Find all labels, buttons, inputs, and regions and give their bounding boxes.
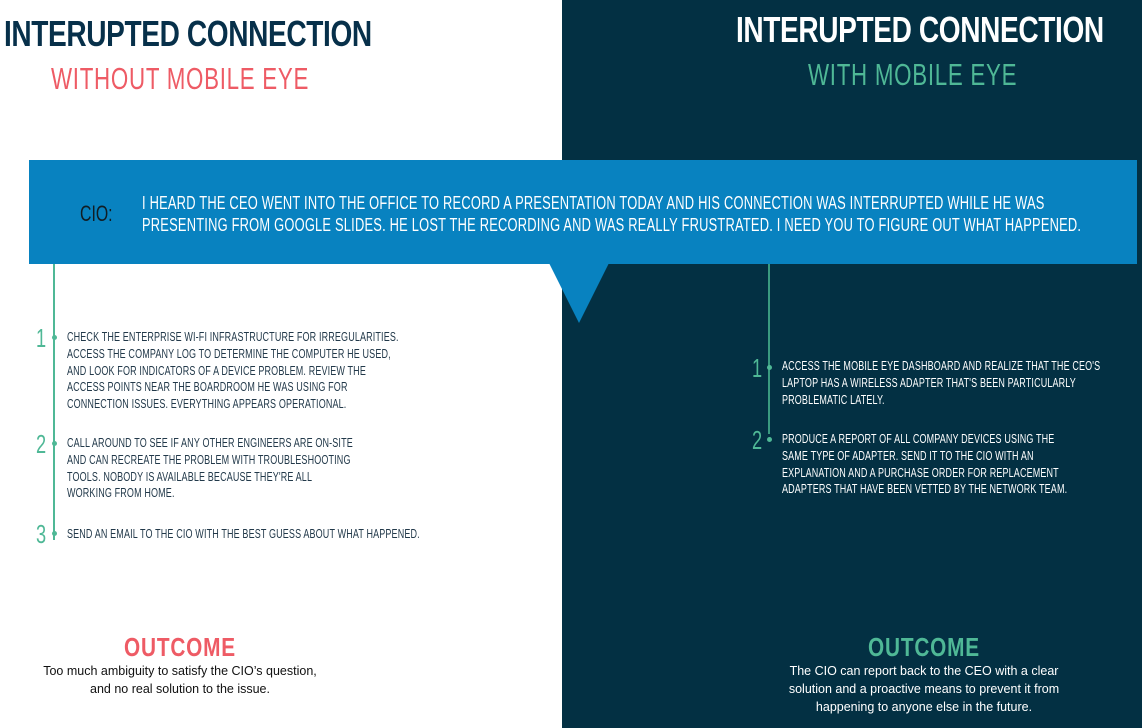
cio-quote: I HEARD THE CEO WENT INTO THE OFFICE TO RECORD A PRESENTATION TODAY AND HIS CONNECTION WAS INTERRUPTED WHILE HE WAS PRESENTING FROM GOOGLE SLIDES. HE LOST THE RECORDING AND WAS REALLY FRUSTRATED. I NEED YOU TO FIGURE OUT WHAT HAPPENED. — [142, 193, 1082, 235]
left-outcome-heading: OUTCOME — [124, 632, 236, 662]
step-number: 2 — [752, 425, 763, 455]
right-outcome-heading: OUTCOME — [868, 632, 980, 662]
step-number: 1 — [36, 323, 47, 353]
step-number: 1 — [752, 353, 763, 383]
speech-bubble-tail-icon — [549, 263, 609, 323]
step-text: CALL AROUND TO SEE IF ANY OTHER ENGINEERS ARE ON-SITE AND CAN RECREATE THE PROBLEM WITH TROUBLESHOOTING TOOLS. NOBODY IS AVAILABLE BECAUSE THEY'RE ALL WORKING FROM HOME. — [67, 436, 353, 501]
step-text: SEND AN EMAIL TO THE CIO WITH THE BEST GUESS ABOUT WHAT HAPPENED. — [67, 527, 420, 541]
step-text: ACCESS THE MOBILE EYE DASHBOARD AND REALIZE THAT THE CEO'S LAPTOP HAS A WIRELESS ADAPTER THAT'S BEEN PARTICULARLY PROBLEMATIC LATELY. — [782, 359, 1101, 407]
right-subtitle: WITH MOBILE EYE — [808, 57, 1018, 92]
step-number: 2 — [36, 429, 47, 459]
left-outcome-text: Too much ambiguity to satisfy the CIO’s question, and no real solution to the issue. — [43, 664, 317, 696]
right-outcome-text: The CIO can report back to the CEO with a clear solution and a proactive means to prevent it from happening to anyone else in the future. — [788, 664, 1060, 714]
timeline-dot-icon — [767, 365, 772, 370]
right-title: INTERUPTED CONNECTION — [736, 9, 1104, 50]
timeline-dot-icon — [52, 531, 57, 536]
step-text: CHECK THE ENTERPRISE WI-FI INFRASTRUCTURE FOR IRREGULARITIES. ACCESS THE COMPANY LOG TO DETERMINE THE COMPUTER HE USED, AND LOOK FOR INDICATORS OF A DEVICE PROBLEM. REVIEW THE ACCESS POINTS NEAR THE BOARDROOM HE WAS USING FOR CONNECTION ISSUES. EVERYTHING APPEARS OPERATIONAL. — [67, 330, 399, 412]
step-number: 3 — [36, 519, 47, 549]
speaker-label: CIO: — [80, 201, 113, 226]
left-timeline-line — [53, 262, 55, 540]
timeline-dot-icon — [52, 441, 57, 446]
timeline-dot-icon — [767, 437, 772, 442]
step-text: PRODUCE A REPORT OF ALL COMPANY DEVICES USING THE SAME TYPE OF ADAPTER. SEND IT TO THE CIO WITH AN EXPLANATION AND A PURCHASE ORDER FOR REPLACEMENT ADAPTERS THAT HAVE BEEN VETTED BY THE NETWORK TEAM. — [782, 432, 1068, 497]
left-subtitle: WITHOUT MOBILE EYE — [51, 61, 310, 96]
without-mobile-eye-panel — [0, 0, 562, 728]
left-title: INTERUPTED CONNECTION — [4, 13, 372, 54]
with-mobile-eye-panel — [562, 0, 1142, 728]
timeline-dot-icon — [52, 335, 57, 340]
right-timeline-line — [768, 262, 770, 434]
